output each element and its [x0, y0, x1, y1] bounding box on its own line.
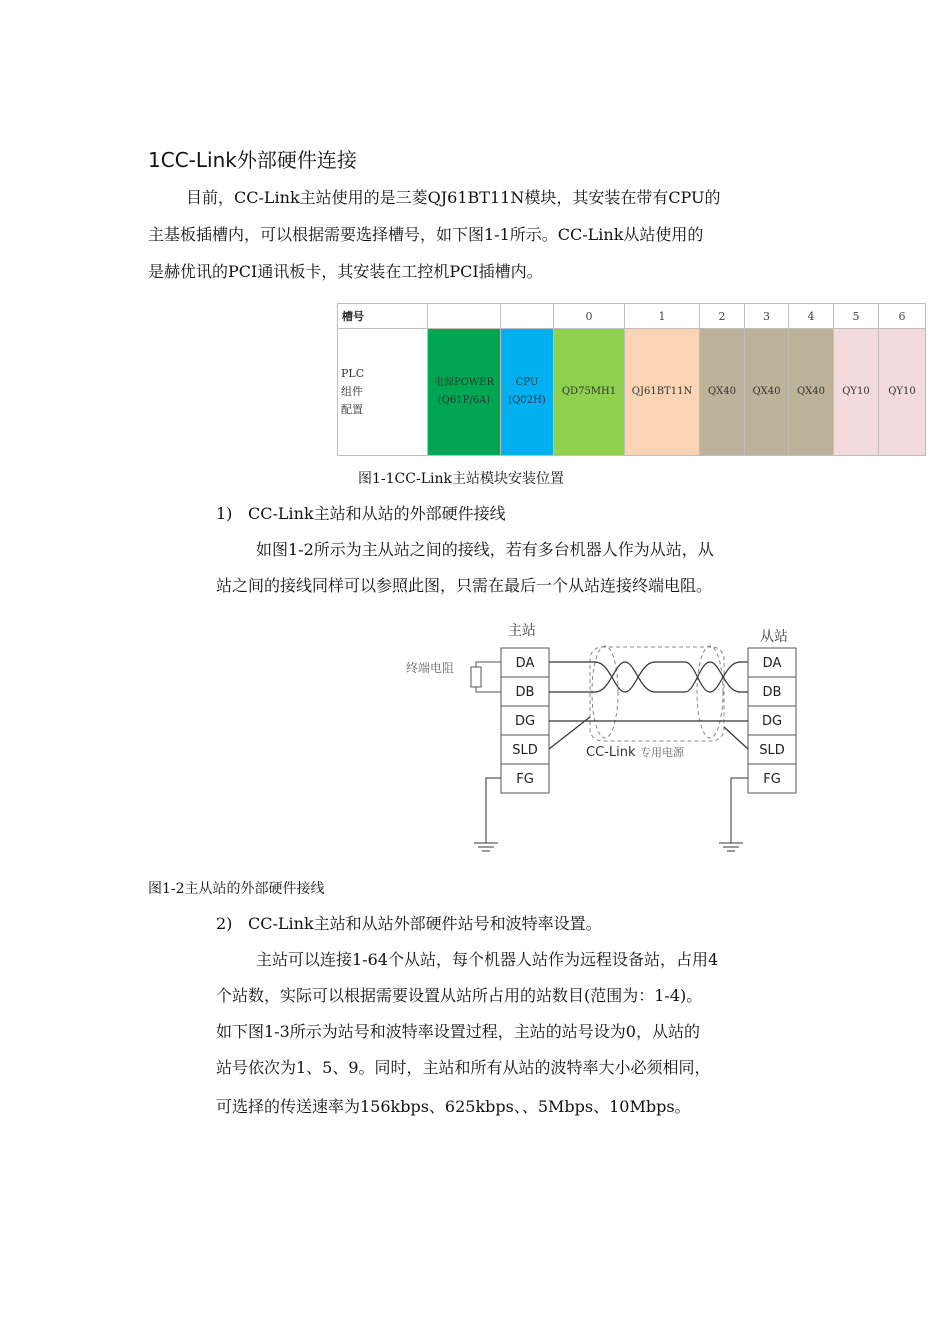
master-terminal-db: DB: [515, 685, 535, 700]
figure-2-caption: 图1-2主从站的外部硬件接线: [148, 881, 325, 897]
terminator-label: 终端电阻: [406, 661, 455, 675]
intro-line-2: 主基板插槽内，可以根据需要选择槽号，如下图1-1所示。CC-Link从站使用的: [148, 225, 704, 244]
slot-number: 1: [625, 304, 700, 329]
slot-header-blank: [428, 304, 501, 329]
wiring-diagram: [400, 615, 810, 860]
slot-number: 2: [700, 304, 745, 329]
item-1-body-line-2: 站之间的接线同样可以参照此图，只需在最后一个从站连接终端电阻。: [216, 576, 713, 595]
module-cpu: CPU (Q02H): [501, 329, 554, 456]
item-2-body-line-3: 如下图1-3所示为站号和波特率设置过程，主站的站号设为0，从站的: [216, 1022, 700, 1041]
master-terminal-dg: DG: [514, 714, 536, 729]
module-qj61bt11n: QJ61BT11N: [625, 329, 700, 456]
slave-terminal-db: DB: [762, 685, 782, 700]
signal-wires: [549, 662, 748, 749]
item-2-body-line-5: 可选择的传送速率为156kbps、625kbps、、5Mbps、10Mbps。: [216, 1097, 691, 1116]
item-1-body-line-1: 如图1-2所示为主从站之间的接线，若有多台机器人作为从站，从: [256, 540, 714, 559]
slave-terminal-fg: FG: [763, 772, 781, 787]
master-terminal-sld: SLD: [512, 743, 538, 758]
module-qx40: QX40: [745, 329, 789, 456]
slot-number: 3: [745, 304, 789, 329]
module-power: 电源POWER (Q61P/6A): [428, 329, 501, 456]
cable-suffix-label: 专用电源: [640, 746, 684, 759]
item-2-body-line-2: 个站数，实际可以根据需要设置从站所占用的站数目(范围为：1-4)。: [216, 986, 703, 1005]
master-terminal-fg: FG: [516, 772, 534, 787]
cable-label: CC-Link: [586, 745, 636, 760]
item-2-number: 2): [216, 914, 233, 933]
slave-terminal-block: [748, 648, 796, 793]
master-terminal-block: [501, 648, 549, 793]
item-1-title: CC-Link主站和从站的外部硬件接线: [248, 504, 506, 523]
item-2-title: CC-Link主站和从站外部硬件站号和波特率设置。: [248, 914, 602, 933]
item-1-number: 1): [216, 504, 233, 523]
slave-label: 从站: [760, 629, 788, 645]
slot-number: 5: [834, 304, 879, 329]
slot-header-blank: [501, 304, 554, 329]
item-2-body-line-4: 站号依次为1、5、9。同时，主站和所有从站的波特率大小必须相同，: [216, 1058, 711, 1077]
cable-shield: [590, 647, 724, 741]
module-qx40: QX40: [700, 329, 745, 456]
module-qy10: QY10: [879, 329, 926, 456]
master-label: 主站: [508, 623, 536, 639]
section-heading: 1CC-Link外部硬件连接: [148, 148, 357, 172]
slot-number: 0: [554, 304, 625, 329]
intro-line-1: 目前，CC-Link主站使用的是三菱QJ61BT11N模块，其安装在带有CPU的: [186, 188, 721, 207]
module-qx40: QX40: [789, 329, 834, 456]
module-qd75mh1: QD75MH1: [554, 329, 625, 456]
master-terminal-da: DA: [515, 656, 535, 671]
slot-number: 6: [879, 304, 926, 329]
slot-header-row: [338, 304, 926, 329]
module-row: [338, 329, 926, 456]
slot-header-label: 槽号: [338, 304, 428, 329]
terminator-resistor-icon: [471, 662, 501, 692]
slave-terminal-sld: SLD: [759, 743, 785, 758]
module-qy10: QY10: [834, 329, 879, 456]
figure-1-caption: 图1-1CC-Link主站模块安装位置: [358, 471, 564, 487]
slot-number: 4: [789, 304, 834, 329]
slot-configuration-table: [337, 303, 926, 456]
slave-terminal-dg: DG: [761, 714, 783, 729]
item-2-body-line-1: 主站可以连接1-64个从站，每个机器人站作为远程设备站，占用4: [256, 950, 719, 969]
intro-line-3: 是赫优讯的PCI通讯板卡，其安装在工控机PCI插槽内。: [148, 262, 543, 281]
plc-config-label: PLC 组件 配置: [338, 329, 428, 456]
slave-terminal-da: DA: [762, 656, 782, 671]
